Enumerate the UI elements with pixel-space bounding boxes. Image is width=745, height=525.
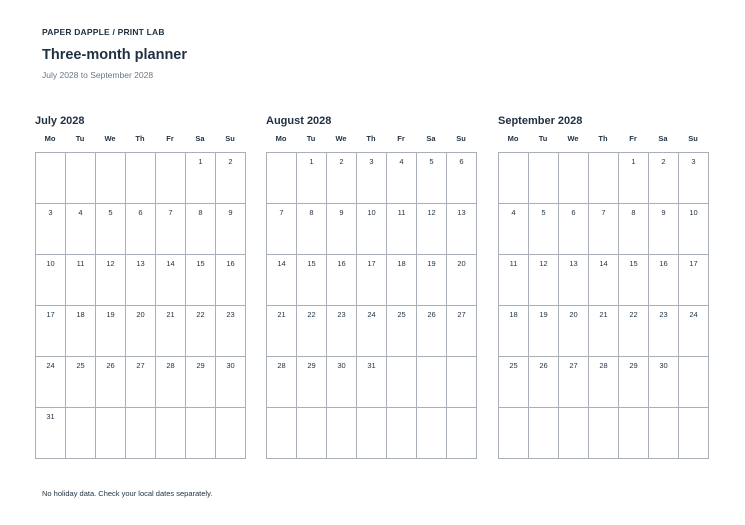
weekday-label: Mo xyxy=(507,134,519,143)
day-cell: 22 xyxy=(186,306,216,357)
day-cell: 4 xyxy=(66,204,96,255)
day-cell: 23 xyxy=(327,306,357,357)
day-cell: 3 xyxy=(357,153,387,204)
day-cell: 4 xyxy=(387,153,417,204)
day-cell: 27 xyxy=(559,357,589,408)
weekday-header xyxy=(266,134,477,146)
month-grid xyxy=(35,152,246,459)
weekday-label: Mo xyxy=(44,134,56,143)
day-cell: 14 xyxy=(589,255,619,306)
day-cell: 24 xyxy=(36,357,66,408)
month-grid xyxy=(266,152,477,459)
day-cell xyxy=(96,153,126,204)
day-cell xyxy=(679,408,709,459)
day-cell xyxy=(589,408,619,459)
weekday-label: Sa xyxy=(195,134,205,143)
month-calendar xyxy=(266,114,477,459)
weekday-label: We xyxy=(335,134,347,143)
day-cell: 18 xyxy=(387,255,417,306)
day-cell: 18 xyxy=(499,306,529,357)
day-cell: 20 xyxy=(126,306,156,357)
day-cell: 15 xyxy=(186,255,216,306)
day-cell: 18 xyxy=(66,306,96,357)
weekday-label: Mo xyxy=(275,134,287,143)
weekday-label: Th xyxy=(366,134,376,143)
day-cell: 27 xyxy=(126,357,156,408)
day-cell: 28 xyxy=(267,357,297,408)
day-cell: 14 xyxy=(267,255,297,306)
day-cell: 24 xyxy=(679,306,709,357)
day-cell: 10 xyxy=(679,204,709,255)
day-cell: 21 xyxy=(267,306,297,357)
day-cell xyxy=(589,153,619,204)
day-cell xyxy=(297,408,327,459)
day-cell: 3 xyxy=(679,153,709,204)
day-cell xyxy=(417,357,447,408)
day-cell xyxy=(156,408,186,459)
brand-label: PAPER DAPPLE / PRINT LAB xyxy=(42,27,165,37)
weekday-label: Tu xyxy=(538,134,548,143)
day-cell xyxy=(126,153,156,204)
day-cell: 19 xyxy=(529,306,559,357)
weekday-label: Fr xyxy=(397,134,405,143)
weekday-header xyxy=(35,134,246,146)
day-cell: 7 xyxy=(589,204,619,255)
day-cell xyxy=(529,153,559,204)
day-cell: 30 xyxy=(216,357,246,408)
day-cell: 23 xyxy=(216,306,246,357)
day-cell xyxy=(126,408,156,459)
day-cell: 10 xyxy=(357,204,387,255)
day-cell: 13 xyxy=(559,255,589,306)
day-cell: 22 xyxy=(619,306,649,357)
day-cell xyxy=(559,408,589,459)
day-cell xyxy=(186,408,216,459)
day-cell: 19 xyxy=(96,306,126,357)
day-cell: 11 xyxy=(387,204,417,255)
month-name: July 2028 xyxy=(35,115,85,127)
day-cell: 13 xyxy=(447,204,477,255)
weekday-label: Su xyxy=(225,134,235,143)
day-cell: 11 xyxy=(66,255,96,306)
day-cell: 12 xyxy=(96,255,126,306)
day-cell: 15 xyxy=(297,255,327,306)
weekday-label: Fr xyxy=(166,134,174,143)
day-cell: 16 xyxy=(216,255,246,306)
day-cell: 8 xyxy=(619,204,649,255)
weekday-label: We xyxy=(104,134,116,143)
day-cell xyxy=(267,408,297,459)
weekday-label: Fr xyxy=(629,134,637,143)
weekday-label: Su xyxy=(688,134,698,143)
page-subtitle: July 2028 to September 2028 xyxy=(42,70,154,80)
day-cell: 17 xyxy=(357,255,387,306)
day-cell: 13 xyxy=(126,255,156,306)
day-cell: 7 xyxy=(267,204,297,255)
day-cell: 14 xyxy=(156,255,186,306)
day-cell: 24 xyxy=(357,306,387,357)
weekday-label: Sa xyxy=(658,134,668,143)
day-cell xyxy=(66,408,96,459)
day-cell: 17 xyxy=(36,306,66,357)
day-cell: 26 xyxy=(96,357,126,408)
day-cell: 15 xyxy=(619,255,649,306)
weekday-label: Th xyxy=(135,134,145,143)
day-cell: 28 xyxy=(589,357,619,408)
weekday-label: Sa xyxy=(426,134,436,143)
day-cell: 7 xyxy=(156,204,186,255)
day-cell xyxy=(417,408,447,459)
day-cell: 8 xyxy=(186,204,216,255)
day-cell: 10 xyxy=(36,255,66,306)
day-cell: 12 xyxy=(529,255,559,306)
day-cell: 22 xyxy=(297,306,327,357)
day-cell: 28 xyxy=(156,357,186,408)
day-cell xyxy=(327,408,357,459)
weekday-label: Tu xyxy=(306,134,316,143)
day-cell: 1 xyxy=(619,153,649,204)
day-cell: 1 xyxy=(186,153,216,204)
day-cell: 17 xyxy=(679,255,709,306)
day-cell: 5 xyxy=(529,204,559,255)
day-cell: 4 xyxy=(499,204,529,255)
day-cell: 2 xyxy=(649,153,679,204)
weekday-label: We xyxy=(567,134,579,143)
day-cell: 21 xyxy=(589,306,619,357)
day-cell: 3 xyxy=(36,204,66,255)
day-cell: 9 xyxy=(327,204,357,255)
day-cell: 29 xyxy=(186,357,216,408)
day-cell xyxy=(387,408,417,459)
month-calendar xyxy=(35,114,246,459)
day-cell xyxy=(649,408,679,459)
day-cell: 6 xyxy=(126,204,156,255)
day-cell: 5 xyxy=(417,153,447,204)
page-title: Three-month planner xyxy=(42,47,188,63)
day-cell: 20 xyxy=(447,255,477,306)
day-cell: 25 xyxy=(387,306,417,357)
day-cell: 30 xyxy=(327,357,357,408)
day-cell xyxy=(216,408,246,459)
day-cell: 30 xyxy=(649,357,679,408)
day-cell xyxy=(499,408,529,459)
day-cell: 8 xyxy=(297,204,327,255)
day-cell xyxy=(499,153,529,204)
day-cell: 25 xyxy=(66,357,96,408)
day-cell: 12 xyxy=(417,204,447,255)
month-name: August 2028 xyxy=(266,115,332,127)
day-cell xyxy=(679,357,709,408)
day-cell: 31 xyxy=(36,408,66,459)
day-cell: 16 xyxy=(649,255,679,306)
day-cell: 5 xyxy=(96,204,126,255)
day-cell: 6 xyxy=(447,153,477,204)
day-cell xyxy=(529,408,559,459)
weekday-label: Th xyxy=(598,134,608,143)
day-cell xyxy=(66,153,96,204)
day-cell: 23 xyxy=(649,306,679,357)
day-cell: 21 xyxy=(156,306,186,357)
day-cell: 29 xyxy=(619,357,649,408)
day-cell: 26 xyxy=(417,306,447,357)
day-cell: 29 xyxy=(297,357,327,408)
day-cell xyxy=(447,408,477,459)
day-cell xyxy=(96,408,126,459)
day-cell xyxy=(447,357,477,408)
day-cell: 25 xyxy=(499,357,529,408)
weekday-label: Tu xyxy=(75,134,85,143)
day-cell: 27 xyxy=(447,306,477,357)
day-cell: 19 xyxy=(417,255,447,306)
day-cell: 16 xyxy=(327,255,357,306)
day-cell: 1 xyxy=(297,153,327,204)
day-cell: 11 xyxy=(499,255,529,306)
day-cell xyxy=(36,153,66,204)
day-cell xyxy=(559,153,589,204)
day-cell xyxy=(267,153,297,204)
day-cell xyxy=(156,153,186,204)
day-cell: 20 xyxy=(559,306,589,357)
day-cell: 9 xyxy=(216,204,246,255)
month-calendar xyxy=(498,114,709,459)
day-cell xyxy=(387,357,417,408)
weekday-header xyxy=(498,134,709,146)
footnote: No holiday data. Check your local dates separately. xyxy=(42,489,213,498)
day-cell: 2 xyxy=(327,153,357,204)
day-cell: 26 xyxy=(529,357,559,408)
day-cell xyxy=(357,408,387,459)
day-cell: 9 xyxy=(649,204,679,255)
day-cell: 6 xyxy=(559,204,589,255)
day-cell: 2 xyxy=(216,153,246,204)
day-cell: 31 xyxy=(357,357,387,408)
month-grid xyxy=(498,152,709,459)
month-name: September 2028 xyxy=(498,115,583,127)
weekday-label: Su xyxy=(456,134,466,143)
day-cell xyxy=(619,408,649,459)
